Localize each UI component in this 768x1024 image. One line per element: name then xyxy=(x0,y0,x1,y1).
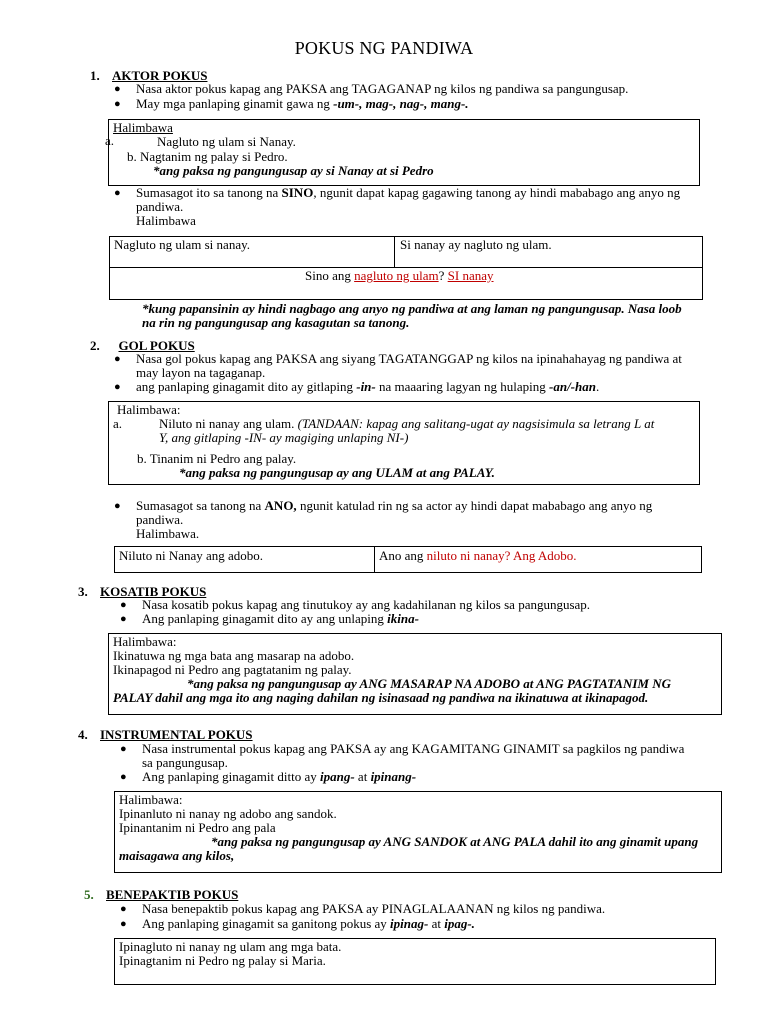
table-cell: Niluto ni Nanay ang adobo. xyxy=(119,548,264,563)
bullet-icon: ● xyxy=(114,187,121,199)
example-label: Halimbawa xyxy=(136,213,196,228)
section-title: INSTRUMENTAL POKUS xyxy=(100,727,253,742)
table-cell: Ano ang niluto ni nanay? Ang Adobo. xyxy=(379,548,577,563)
bullet-item: ● Sumasagot ito sa tanong na SINO, ngunit dapat kapag gagawing tanong ay hindi mababago ang anyo ng xyxy=(114,185,681,200)
affix-list: -um-, mag-, nag-, mang-. xyxy=(333,96,469,111)
example-table xyxy=(114,546,702,573)
bullet-item: ● Sumasagot sa tanong na ANO, ngunit katulad rin ng sa actor ay hindi dapat mababago ang anyo ng xyxy=(114,498,653,513)
bullet-icon: ● xyxy=(120,903,127,915)
bullet-item: ● ang panlaping ginagamit dito ay gitlaping -in- na maaaring lagyan ng hulaping -an/-han. xyxy=(114,379,600,394)
section-number: 1. xyxy=(90,68,100,83)
example-sentence: Ikinapagod ni Pedro ang pagtatanim ng palay. xyxy=(113,662,352,677)
example-label: Halimbawa. xyxy=(136,526,200,541)
bullet-item: ● Nasa aktor pokus kapag ang PAKSA ang TAGAGANAP ng kilos ng pandiwa sa pangungusap. xyxy=(114,81,629,96)
example-box xyxy=(114,791,722,873)
example-sentence: Ikinatuwa ng mga bata ang masarap na adobo. xyxy=(113,648,355,663)
example-note: PALAY dahil ang mga ito ang naging dahilan ng isinasaad ng pandiwa na ikinatuwa at ikinapagod. xyxy=(113,690,649,705)
example-sentence: Ipinagtanim ni Pedro ng palay si Maria. xyxy=(119,953,326,968)
example-sentence: Ipinanluto ni nanay ng adobo ang sandok. xyxy=(119,806,337,821)
bullet-icon: ● xyxy=(114,500,121,512)
example-table xyxy=(109,236,703,300)
bullet-icon: ● xyxy=(114,83,121,95)
example-label: Halimbawa: xyxy=(119,792,183,807)
section-title: AKTOR POKUS xyxy=(112,68,208,83)
table-cell: Si nanay ay nagluto ng ulam. xyxy=(400,237,552,252)
example-box xyxy=(108,633,722,715)
bullet-item: ● Ang panlaping ginagamit dito ay ang unlaping ikina- xyxy=(120,611,419,626)
note-text: na rin ng pangungusap ang kasagutan sa tanong. xyxy=(142,315,410,330)
bullet-icon: ● xyxy=(120,918,127,930)
bullet-icon: ● xyxy=(120,613,127,625)
bullet-continuation: sa pangungusap. xyxy=(142,755,228,770)
bullet-item: ● May mga panlaping ginamit gawa ng -um-, mag-, nag-, mang-. xyxy=(114,96,469,111)
example-note: *ang paksa ng pangungusap ay ANG SANDOK at ANG PALA dahil ito ang ginamit upang xyxy=(211,834,699,849)
section-number: 5. xyxy=(84,887,94,902)
example-label: Halimbawa: xyxy=(117,402,181,417)
bullet-continuation: pandiwa. xyxy=(136,199,184,214)
example-sentence: Nagluto ng ulam si Nanay. xyxy=(157,134,296,149)
item-letter: a. xyxy=(113,416,123,431)
example-note: *ang paksa ng pangungusap ay ANG MASARAP NA ADOBO at ANG PAGTATANIM NG xyxy=(187,676,671,691)
bullet-icon: ● xyxy=(114,381,121,393)
bullet-icon: ● xyxy=(120,599,127,611)
bullet-continuation: pandiwa. xyxy=(136,512,184,527)
example-sentence: Y, ang gitlaping -IN- ay magiging unlaping NI-) xyxy=(159,430,409,445)
example-sentence: b. Tinanim ni Pedro ang palay. xyxy=(137,451,297,466)
example-sentence: Ipinantanim ni Pedro ang pala xyxy=(119,820,276,835)
section-number: 3. xyxy=(78,584,88,599)
bullet-item: ● Nasa gol pokus kapag ang PAKSA ang siyang TAGATANGGAP ng kilos na ipinahahayag ng pandiwa at xyxy=(114,351,682,366)
example-note: *ang paksa ng pangungusap ay ang ULAM at ang PALAY. xyxy=(179,465,495,480)
section-title: GOL POKUS xyxy=(118,338,195,353)
example-box xyxy=(108,401,700,485)
example-sentence: Niluto ni nanay ang ulam. (TANDAAN: kapag ang salitang-ugat ay nagsisimula sa letrang L at xyxy=(159,416,655,431)
example-box xyxy=(114,938,716,985)
bullet-icon: ● xyxy=(114,98,121,110)
bullet-item: ● Nasa instrumental pokus kapag ang PAKSA ay ang KAGAMITANG GINAMIT sa pagkilos ng pandiwa xyxy=(120,741,685,756)
section-title: KOSATIB POKUS xyxy=(100,584,207,599)
bullet-item: ● Ang panlaping ginagamit ditto ay ipang- at ipinang- xyxy=(120,769,417,784)
example-box xyxy=(105,119,700,186)
table-cell: Nagluto ng ulam si nanay. xyxy=(114,237,250,252)
example-sentence: Ipinagluto ni nanay ng ulam ang mga bata. xyxy=(119,939,342,954)
bullet-icon: ● xyxy=(114,353,121,365)
bullet-item: ● Ang panlaping ginagamit sa ganitong pokus ay ipinag- at ipag-. xyxy=(120,916,475,931)
example-note: *ang paksa ng pangungusap ay si Nanay at si Pedro xyxy=(153,163,434,178)
example-sentence: b. Nagtanim ng palay si Pedro. xyxy=(127,149,288,164)
section-number: 2. xyxy=(90,338,100,353)
example-label: Halimbawa xyxy=(113,120,173,135)
section-title: BENEPAKTIB POKUS xyxy=(106,887,239,902)
bullet-icon: ● xyxy=(120,743,127,755)
example-label: Halimbawa: xyxy=(113,634,177,649)
table-divider xyxy=(394,237,395,267)
table-divider xyxy=(374,547,375,572)
bullet-item: ● Nasa kosatib pokus kapag ang tinutukoy ay ang kadahilanan ng kilos sa pangungusap. xyxy=(120,597,591,612)
bullet-icon: ● xyxy=(120,771,127,783)
section-number: 4. xyxy=(78,727,88,742)
item-letter: a. xyxy=(105,133,115,148)
bullet-item: ● Nasa benepaktib pokus kapag ang PAKSA ay PINAGLALAANAN ng kilos ng pandiwa. xyxy=(120,901,606,916)
table-cell: Sino ang nagluto ng ulam? SI nanay xyxy=(305,268,494,283)
page-title: POKUS NG PANDIWA xyxy=(294,38,474,58)
example-note: maisagawa ang kilos, xyxy=(119,848,235,863)
note-text: *kung papansinin ay hindi nagbago ang anyo ng pandiwa at ang laman ng pangungusap. Nasa loob xyxy=(142,301,682,316)
bullet-continuation: may layon na tagaganap. xyxy=(136,365,266,380)
